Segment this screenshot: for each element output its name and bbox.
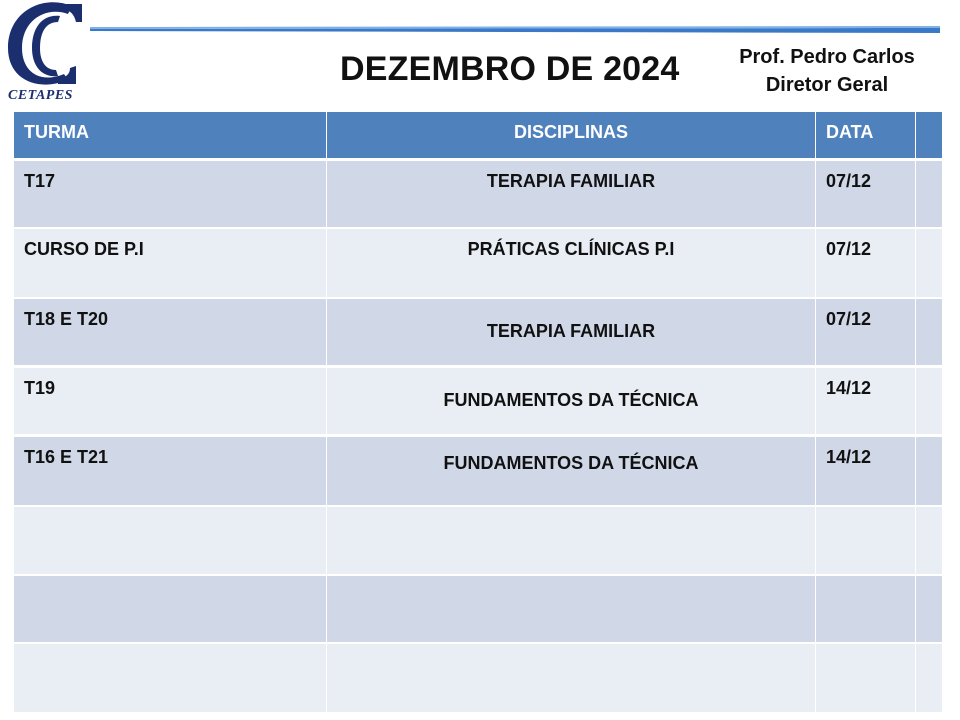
logo-text: CETAPES <box>8 88 73 103</box>
cell-extra <box>916 576 942 642</box>
table-row <box>14 161 942 227</box>
cell-data <box>816 507 915 574</box>
table-row <box>14 368 942 434</box>
cell-data: 07/12 <box>816 161 915 227</box>
cell-data: 14/12 <box>816 437 915 505</box>
cell-disciplina <box>327 644 815 712</box>
cell-disciplina: FUNDAMENTOS DA TÉCNICA <box>327 368 815 434</box>
cell-extra <box>916 437 942 505</box>
cell-disciplina: TERAPIA FAMILIAR <box>327 161 815 227</box>
cell-extra <box>916 368 942 434</box>
cell-extra <box>916 299 942 365</box>
cell-turma: T16 E T21 <box>14 437 326 505</box>
cell-extra <box>916 161 942 227</box>
cell-disciplina <box>327 507 815 574</box>
cell-data: 07/12 <box>816 229 915 297</box>
column-header-disciplinas: DISCIPLINAS <box>327 112 815 158</box>
cell-turma <box>14 576 326 642</box>
table-row <box>14 229 942 297</box>
signature-block <box>734 43 920 99</box>
cell-turma: CURSO DE P.I <box>14 229 326 297</box>
cell-disciplina: PRÁTICAS CLÍNICAS P.I <box>327 229 815 297</box>
cell-extra <box>916 644 942 712</box>
cell-turma <box>14 507 326 574</box>
cell-data: 07/12 <box>816 299 915 365</box>
cell-turma: T19 <box>14 368 326 434</box>
cell-data <box>816 576 915 642</box>
cell-data: 14/12 <box>816 368 915 434</box>
header-accent-line <box>90 26 940 36</box>
cell-extra <box>916 507 942 574</box>
table-header-row <box>14 112 942 158</box>
cell-turma: T18 E T20 <box>14 299 326 365</box>
cell-turma: T17 <box>14 161 326 227</box>
cell-extra <box>916 229 942 297</box>
table-row <box>14 644 942 712</box>
column-header-turma: TURMA <box>14 112 326 158</box>
signature-role: Diretor Geral <box>765 74 889 96</box>
cell-disciplina: FUNDAMENTOS DA TÉCNICA <box>327 437 815 505</box>
cell-turma <box>14 644 326 712</box>
table-row <box>14 507 942 574</box>
cell-data <box>816 644 915 712</box>
logo-c-mark-icon <box>2 0 88 90</box>
page-title: DEZEMBRO DE 2024 <box>340 50 680 88</box>
column-header-extra <box>916 112 942 158</box>
table-row <box>14 576 942 642</box>
cell-disciplina <box>327 576 815 642</box>
column-header-data: DATA <box>816 112 915 158</box>
signature-name: Prof. Pedro Carlos <box>739 46 915 68</box>
cetapes-logo <box>2 0 88 106</box>
table-row <box>14 299 942 365</box>
cell-disciplina: TERAPIA FAMILIAR <box>327 299 815 365</box>
table-row <box>14 437 942 505</box>
